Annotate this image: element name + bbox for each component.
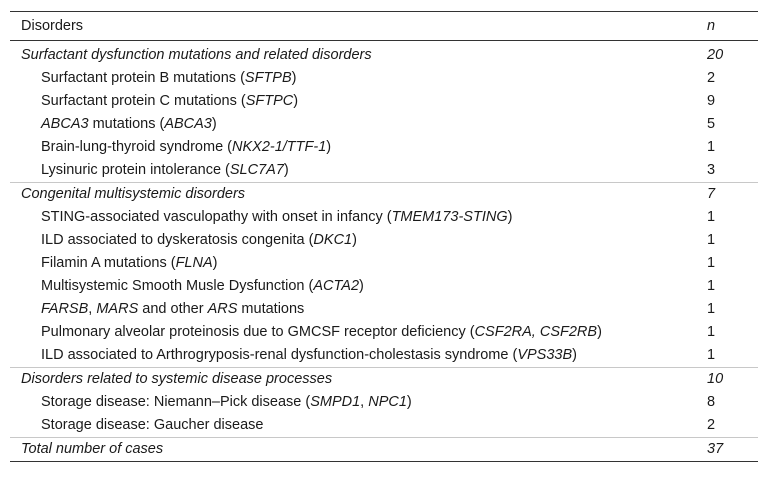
header-disorders: Disorders [21, 18, 84, 34]
label-text: ILD associated to Arthrogryposis-renal dysfunction-cholestasis syndrome ( [41, 347, 518, 363]
gene-name: VPS33B [517, 347, 573, 363]
table-row [10, 298, 758, 321]
gene-name: CSF2RA, CSF2RB [474, 324, 598, 340]
label-text: ) [212, 255, 218, 271]
label-text: ) [291, 70, 297, 86]
label-text: ) [352, 232, 357, 248]
label-text: Lysinuric protein intolerance ( [41, 162, 230, 178]
label-text: STING-associated vasculopathy with onset in infancy ( [41, 209, 392, 225]
row-label [41, 159, 289, 182]
disorders-table [10, 11, 758, 462]
table-row [10, 321, 758, 344]
category-row [10, 44, 758, 67]
label-text: Pulmonary alveolar proteinosis due to GMCSF receptor deficiency ( [41, 324, 475, 340]
table-header-row [10, 12, 758, 40]
row-count: 8 [707, 394, 716, 410]
row-label [21, 44, 372, 67]
gene-name: TMEM173-STING [391, 209, 508, 225]
label-text: and other [138, 301, 208, 317]
label-text: ) [211, 116, 217, 132]
row-count: 9 [707, 93, 716, 109]
table-row [10, 113, 758, 136]
label-text: mutations [237, 301, 305, 317]
table-row [10, 391, 758, 414]
category-row [10, 438, 758, 461]
row-label [21, 368, 332, 391]
gene-name: SFTPB [244, 70, 292, 86]
row-label [21, 183, 245, 206]
gene-name: ABCA3 [41, 116, 89, 132]
label-text: Surfactant protein C mutations ( [41, 93, 246, 109]
table-row [10, 206, 758, 229]
gene-name: FLNA [175, 255, 213, 271]
row-label [41, 414, 263, 437]
header-n: n [707, 18, 716, 34]
row-label [41, 67, 296, 90]
label-text: mutations ( [88, 116, 165, 132]
row-label [41, 321, 602, 344]
row-label [41, 206, 512, 229]
label-text: Surfactant protein B mutations ( [41, 70, 245, 86]
row-label [41, 90, 298, 113]
row-label [41, 252, 218, 275]
label-text: Storage disease: Niemann–Pick disease ( [41, 394, 311, 410]
table-row [10, 414, 758, 437]
table-bottom-rule [10, 461, 758, 462]
table-row [10, 275, 758, 298]
row-count: 1 [707, 209, 716, 225]
gene-name: ARS [207, 301, 238, 317]
table-row [10, 136, 758, 159]
label-text: Disorders related to systemic disease processes [21, 371, 333, 387]
gene-name: DKC1 [313, 232, 353, 248]
gene-name: SMPD1 [310, 394, 361, 410]
gene-name: NPC1 [368, 394, 407, 410]
label-text: , [88, 301, 97, 317]
label-text: Filamin A mutations ( [41, 255, 176, 271]
label-text: , [360, 394, 369, 410]
row-count: 2 [707, 70, 716, 86]
table-row [10, 344, 758, 367]
row-count: 3 [707, 162, 716, 178]
row-count: 5 [707, 116, 716, 132]
row-count: 1 [707, 301, 716, 317]
row-count: 1 [707, 232, 716, 248]
gene-name: MARS [96, 301, 139, 317]
label-text: ) [293, 93, 299, 109]
row-count: 1 [707, 324, 716, 340]
row-label [41, 229, 357, 252]
row-label [41, 275, 364, 298]
gene-name: ACTA2 [313, 278, 360, 294]
label-text: Multisystemic Smooth Musle Dysfunction ( [41, 278, 314, 294]
row-label [21, 438, 163, 461]
label-text: Storage disease: Gaucher disease [41, 417, 264, 433]
row-label [41, 298, 304, 321]
gene-name: ABCA3 [164, 116, 212, 132]
row-count: 1 [707, 255, 716, 271]
label-text: Congenital multisystemic disorders [21, 186, 246, 202]
row-count: 1 [707, 139, 716, 155]
label-text: ) [359, 278, 364, 294]
table-row [10, 252, 758, 275]
label-text: ) [283, 162, 289, 178]
row-count: 37 [707, 441, 724, 457]
label-text: ) [597, 324, 602, 340]
table-body [10, 41, 758, 461]
row-count: 1 [707, 347, 716, 363]
label-text: ILD associated to dyskeratosis congenita ( [41, 232, 314, 248]
row-count: 2 [707, 417, 716, 433]
row-label [41, 344, 577, 367]
row-label [41, 391, 412, 414]
table-row [10, 90, 758, 113]
gene-name: NKX2-1/TTF-1 [232, 139, 327, 155]
category-row [10, 183, 758, 206]
gene-name: SLC7A7 [229, 162, 284, 178]
label-text: Brain-lung-thyroid syndrome ( [41, 139, 232, 155]
row-count: 1 [707, 278, 716, 294]
label-text: Total number of cases [21, 441, 164, 457]
category-row [10, 368, 758, 391]
table-row [10, 229, 758, 252]
label-text: ) [406, 394, 412, 410]
label-text: ) [507, 209, 513, 225]
label-text: ) [326, 139, 332, 155]
row-count: 7 [707, 186, 716, 202]
table-row [10, 159, 758, 182]
gene-name: FARSB [41, 301, 89, 317]
label-text: ) [572, 347, 577, 363]
label-text: Surfactant dysfunction mutations and related disorders [21, 47, 372, 63]
row-label [41, 113, 217, 136]
row-label [41, 136, 331, 159]
table-row [10, 67, 758, 90]
row-count: 10 [707, 371, 724, 387]
row-count: 20 [707, 47, 724, 63]
gene-name: SFTPC [245, 93, 294, 109]
